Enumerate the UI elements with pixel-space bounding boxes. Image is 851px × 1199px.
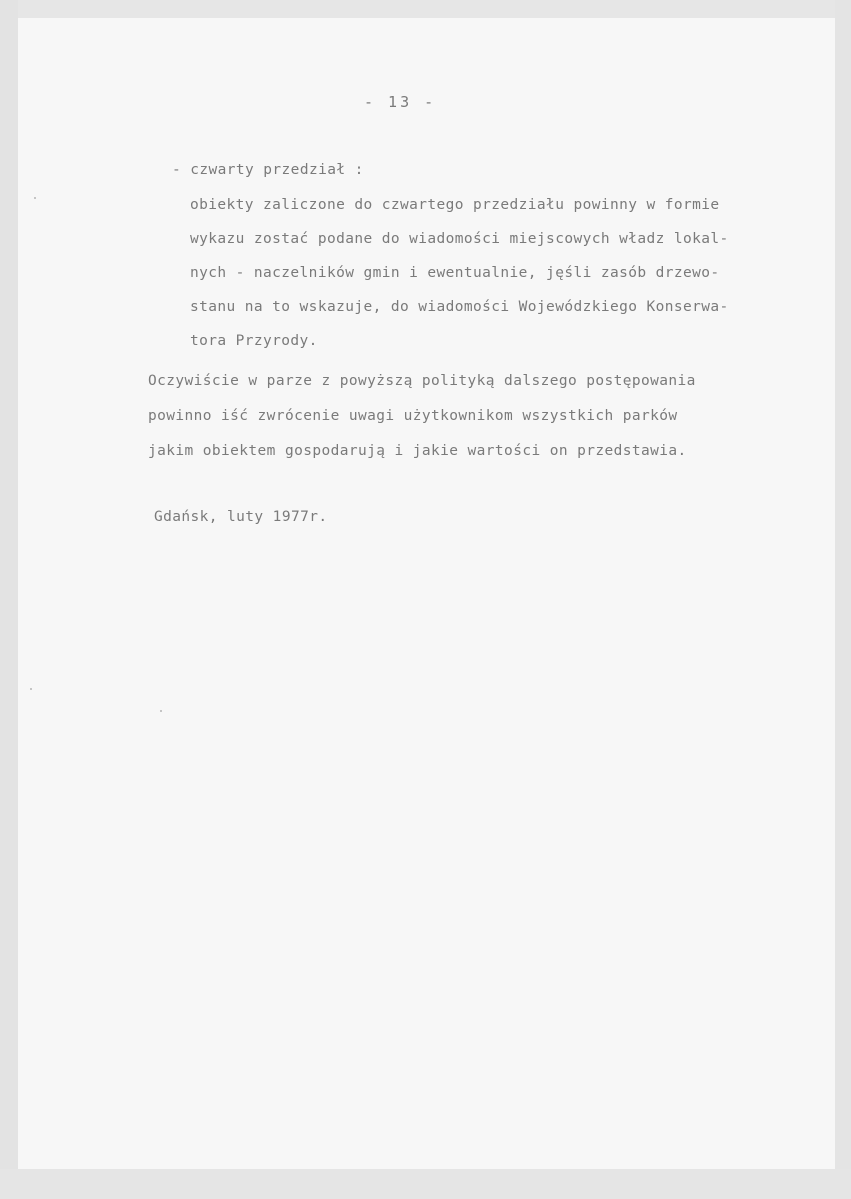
place-date-signature: Gdańsk, luty 1977r. bbox=[154, 509, 328, 525]
section-heading: - czwarty przedział : bbox=[172, 162, 364, 178]
scan-border-left bbox=[0, 0, 18, 1199]
paragraph-line: powinno iść zwrócenie uwagi użytkownikom wszystkich parków bbox=[148, 408, 678, 424]
scan-speck bbox=[34, 197, 36, 199]
scan-speck bbox=[160, 710, 162, 712]
section-line: nych - naczelników gmin i ewentualnie, jęśli zasób drzewo- bbox=[190, 265, 720, 281]
scan-border-top bbox=[0, 0, 851, 18]
section-line: stanu na to wskazuje, do wiadomości Wojewódzkiego Konserwa- bbox=[190, 299, 729, 315]
page-number: - 13 - bbox=[364, 93, 437, 111]
section-line: wykazu zostać podane do wiadomości miejscowych władz lokal- bbox=[190, 231, 729, 247]
scan-border-bottom bbox=[0, 1169, 851, 1199]
paragraph-line: Oczywiście w parze z powyższą polityką dalszego postępowania bbox=[148, 373, 696, 389]
scan-border-right bbox=[835, 0, 851, 1199]
section-line: tora Przyrody. bbox=[190, 333, 318, 349]
paper-sheet bbox=[18, 18, 835, 1169]
scan-speck bbox=[30, 688, 32, 690]
section-line: obiekty zaliczone do czwartego przedziału powinny w formie bbox=[190, 197, 720, 213]
paragraph-line: jakim obiektem gospodarują i jakie wartości on przedstawia. bbox=[148, 443, 687, 459]
